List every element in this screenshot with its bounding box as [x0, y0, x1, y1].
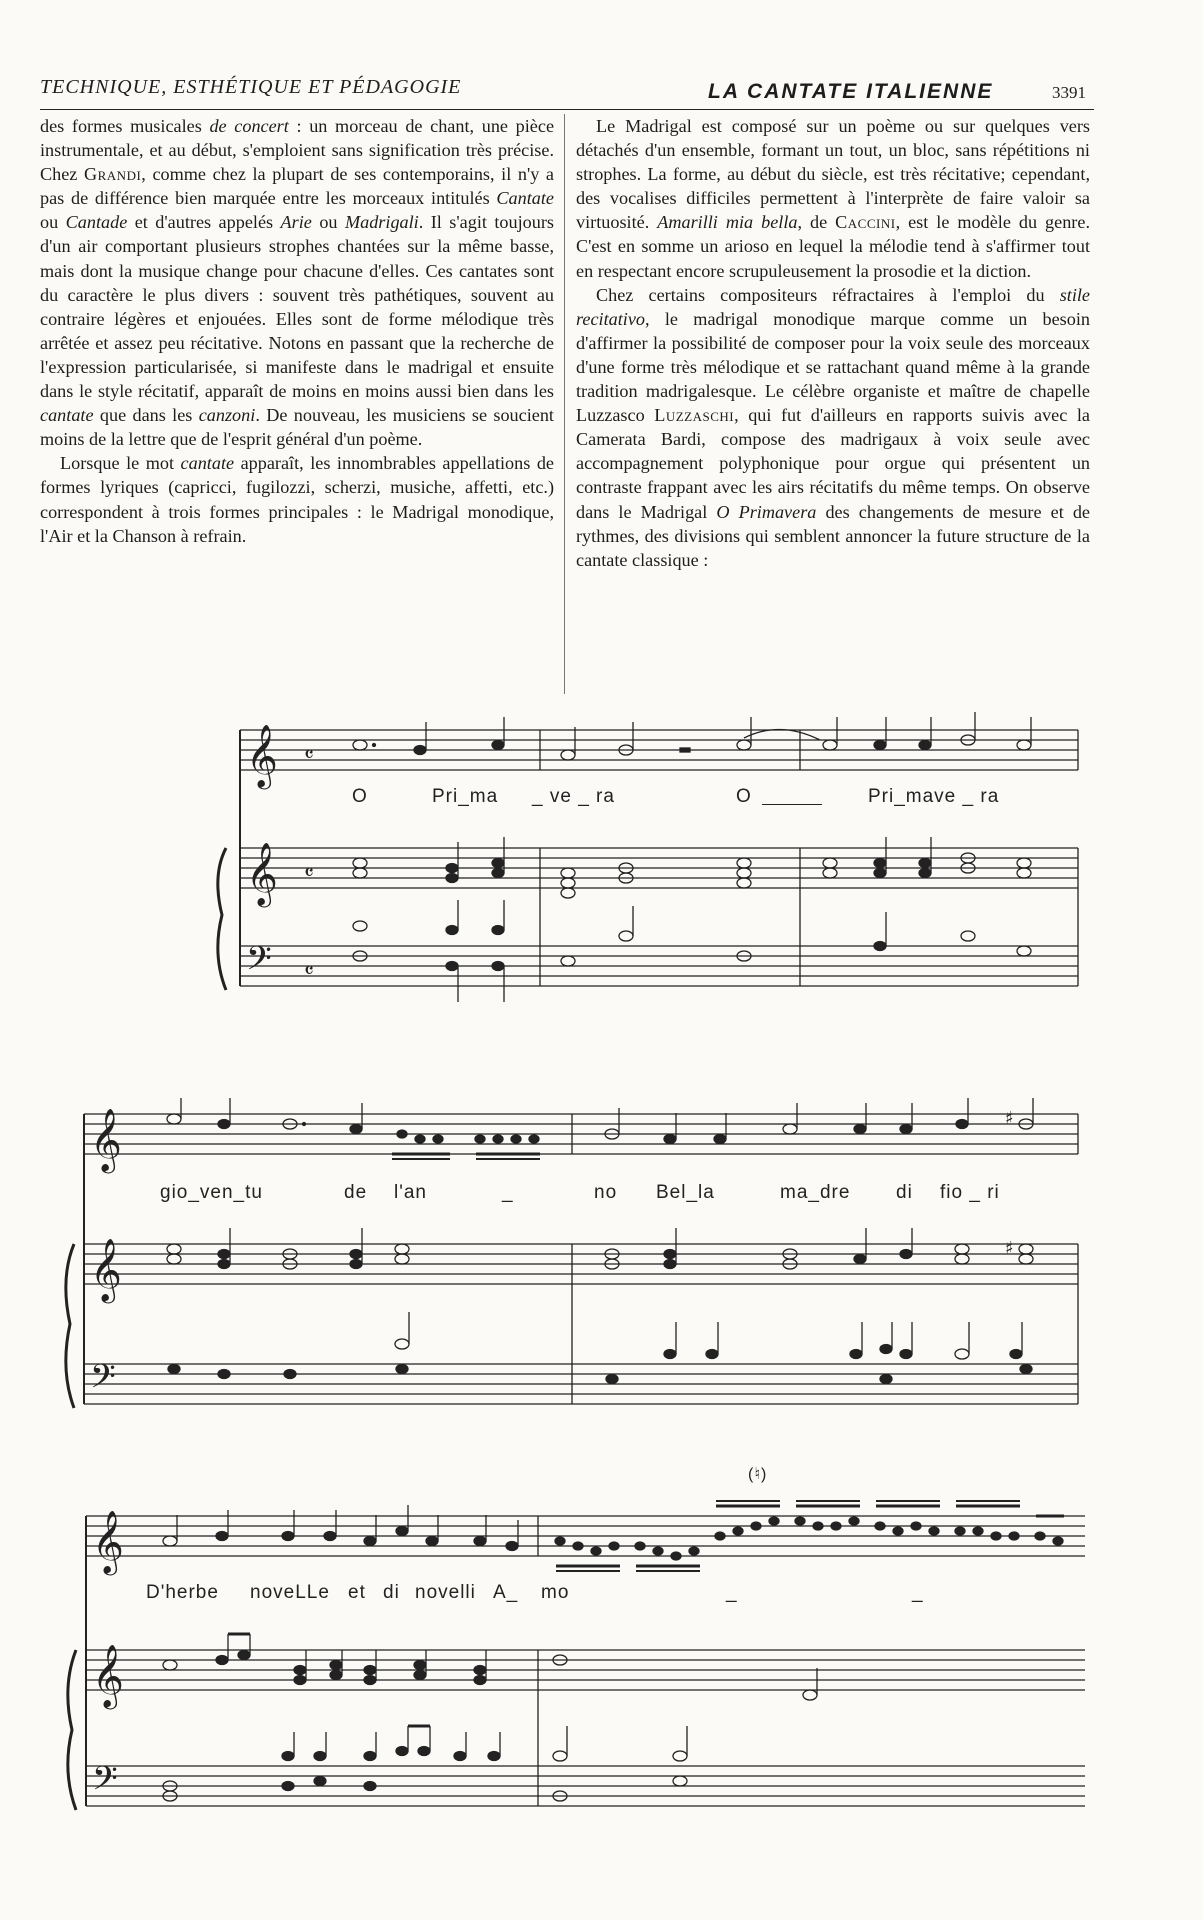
piano-bass-staff	[86, 1766, 1085, 1806]
lyric-syllable: et	[348, 1582, 366, 1603]
score-system-1	[0, 700, 1203, 1030]
lyric-syllable: novelli	[415, 1582, 476, 1603]
sharp-icon: ♯	[1005, 1238, 1014, 1259]
voice-staff	[240, 730, 1078, 770]
left-paragraph-1	[40, 114, 554, 451]
lyric-syllable: de	[344, 1182, 368, 1203]
column-divider	[564, 114, 565, 694]
lyric-syllable: gio_ven_tu	[160, 1182, 263, 1203]
left-column	[40, 114, 554, 548]
piano-bass-staff	[84, 1364, 1078, 1404]
sharp-icon: ♯	[1005, 1108, 1014, 1129]
italic-term: Cantade	[65, 212, 128, 233]
text-run: apparaît, les innombrables appellations de formes lyriques (capricci, fugilozzi, scherzi, musiche, affetti, etc.) correspondent à trois formes principales : le Madrigal monodique, l'Air et la Chanson à refrain.	[40, 453, 554, 546]
common-time-icon: 𝄴	[304, 959, 314, 984]
notes	[167, 1098, 1033, 1384]
bass-clef-icon: 𝄢	[92, 1760, 118, 1806]
lyric-syllable: D'herbe	[146, 1582, 219, 1603]
text-run: , de	[797, 212, 836, 233]
lyric-syllable: Pri_mave _ ra	[868, 786, 1000, 807]
text-run: , le madrigal monodique marque comme un besoin d'affirmer la possibilité de composer pour la voix seule des morceaux d'une forme très mélodique et se rattachant quand même à la grande tradition madrigalesque. Le célèbre organiste et maître de chapelle Luzzasco	[576, 308, 1090, 426]
score-system-2	[0, 1098, 1203, 1418]
text-run: des changements de mesure et de rythmes, des divisions qui semblent annoncer la future structure de la cantate classique :	[576, 501, 1090, 570]
italic-term: Arie	[280, 212, 312, 233]
text-run: et d'autres appelés	[127, 212, 281, 233]
italic-term: canzoni	[198, 405, 256, 426]
lyric-syllable: mo	[541, 1582, 570, 1603]
text-run: des formes musicales	[40, 116, 210, 136]
piano-treble-staff	[240, 848, 1078, 888]
lyric-syllable: Pri_ma	[432, 786, 499, 807]
composer-name: Caccini	[835, 212, 896, 233]
italic-term: stile recitativo	[576, 284, 1090, 329]
text-run: . Il s'agit toujours d'un air comportant plusieurs strophes chantées sur la même basse, mais dont la musique change pour chacune d'elles. Ces cantates sont du caractère le plus divers : souvent très pathétiques, souvent au contraire légères et enjouées. Elles sont de forme mélodique très arrêtée et assez peu récitative. Notons en passant que la recherche de l'expression particularisée, si manifeste dans le madrigal et ensuite dans le style récitatif, apparaît de moins en moins aussi bien dans les	[40, 212, 554, 402]
accidental-mark: (♮)	[748, 1466, 768, 1483]
treble-clef-icon: 𝄞	[246, 724, 278, 787]
lyric-syllable: _	[912, 1582, 924, 1603]
composer-name: Grandi	[83, 164, 142, 185]
text-run: Le Madrigal est composé sur un poème ou sur quelques vers détachés d'un ensemble, formant un tout, un bloc, sans répétitions ni strophes. La forme, au début du siècle, est très récitative; cependant, des vocalises difficiles permettent à l'interprète de faire valoir sa virtuosité.	[576, 116, 1090, 233]
score-system-3-engraving	[0, 1500, 1203, 1920]
treble-clef-icon: 𝄞	[90, 1108, 122, 1171]
italic-term: Madrigali	[344, 212, 419, 233]
bass-clef-icon: 𝄢	[90, 1358, 116, 1404]
running-header-right: LA CANTATE ITALIENNE	[708, 80, 994, 103]
text-run: ou	[311, 212, 345, 233]
running-header-left: TECHNIQUE, ESTHÉTIQUE ET PÉDAGOGIE	[40, 76, 462, 98]
melisma-line	[762, 804, 822, 805]
lyric-syllable: no	[594, 1182, 618, 1203]
lyric-syllable: Bel_la	[656, 1182, 715, 1203]
voice-staff	[84, 1114, 1078, 1154]
lyric-syllable: ma_dre	[780, 1182, 851, 1203]
italic-term: cantate	[40, 405, 94, 426]
italic-term: Amarilli mia bella	[657, 212, 798, 233]
header-rule	[40, 109, 1094, 110]
lyric-syllable: di	[383, 1582, 400, 1603]
text-run: , comme chez la plupart de ses contemporains, il n'y a pas de différence bien marquée entre les morceaux intitulés	[40, 164, 554, 209]
notes	[353, 712, 1031, 1002]
text-run: . De nouveau, les musiciens se soucient moins de la lettre que de l'esprit général d'un poème.	[40, 405, 554, 450]
left-paragraph-2	[40, 451, 554, 547]
right-paragraph-1	[576, 114, 1090, 283]
composer-name: Luzzaschi	[654, 405, 735, 426]
text-run: Lorsque le mot	[60, 453, 181, 474]
score-system-2-engraving	[0, 1098, 1203, 1418]
piano-treble-staff	[84, 1244, 1078, 1284]
voice-staff	[86, 1516, 1085, 1556]
italic-term: Cantate	[496, 188, 554, 209]
lyric-syllable: l'an	[394, 1182, 427, 1203]
right-column	[576, 114, 1090, 572]
lyric-syllable: O	[736, 786, 752, 807]
lyric-syllable: _	[726, 1582, 738, 1603]
text-run: , est le modèle du genre. C'est en somme un arioso en lequel la mélodie tend à s'affirmer tout en respectant encore scrupuleusement la prosodie et la diction.	[576, 212, 1090, 281]
lyric-syllable: fio _ ri	[940, 1182, 1000, 1203]
text-run: ou	[40, 212, 66, 233]
text-run: : un morceau de chant, une pièce instrumentale, et au début, s'emploient sans signification très précise. Chez	[40, 116, 555, 185]
treble-clef-icon: 𝄞	[92, 1644, 124, 1707]
lyric-syllable: di	[896, 1182, 913, 1203]
italic-term: O Primavera	[716, 501, 817, 522]
italic-term: de concert	[209, 116, 289, 136]
lyric-syllable: _	[502, 1182, 514, 1203]
page-number: 3391	[1052, 83, 1086, 102]
lyric-syllable: _ ve _ ra	[532, 786, 615, 807]
score-system-1-engraving	[0, 700, 1203, 1030]
lyric-syllable: A_	[493, 1582, 519, 1603]
right-paragraph-2	[576, 283, 1090, 572]
italic-term: cantate	[180, 453, 235, 474]
text-run: que dans les	[93, 405, 199, 426]
piano-bass-staff	[240, 946, 1078, 986]
score-system-3	[0, 1466, 1203, 1920]
bass-clef-icon: 𝄢	[246, 940, 272, 986]
text-run: , qui fut d'ailleurs en rapports suivis avec la Camerata Bardi, compose des madrigaux à voix seule avec accompagnement polyphonique pour orgue qui présentent un contraste frappant avec les airs récitatifs du même temps. On observe dans le Madrigal	[576, 405, 1091, 522]
treble-clef-icon: 𝄞	[246, 842, 278, 905]
lyric-syllable: noveLLe	[250, 1582, 330, 1603]
common-time-icon: 𝄴	[304, 861, 314, 886]
treble-clef-icon: 𝄞	[90, 1238, 122, 1301]
piano-treble-staff	[86, 1650, 1085, 1690]
treble-clef-icon: 𝄞	[92, 1510, 124, 1573]
lyric-syllable: O	[352, 786, 368, 807]
common-time-icon: 𝄴	[304, 743, 314, 768]
text-run: Chez certains compositeurs réfractaires à l'emploi du	[596, 284, 1060, 305]
